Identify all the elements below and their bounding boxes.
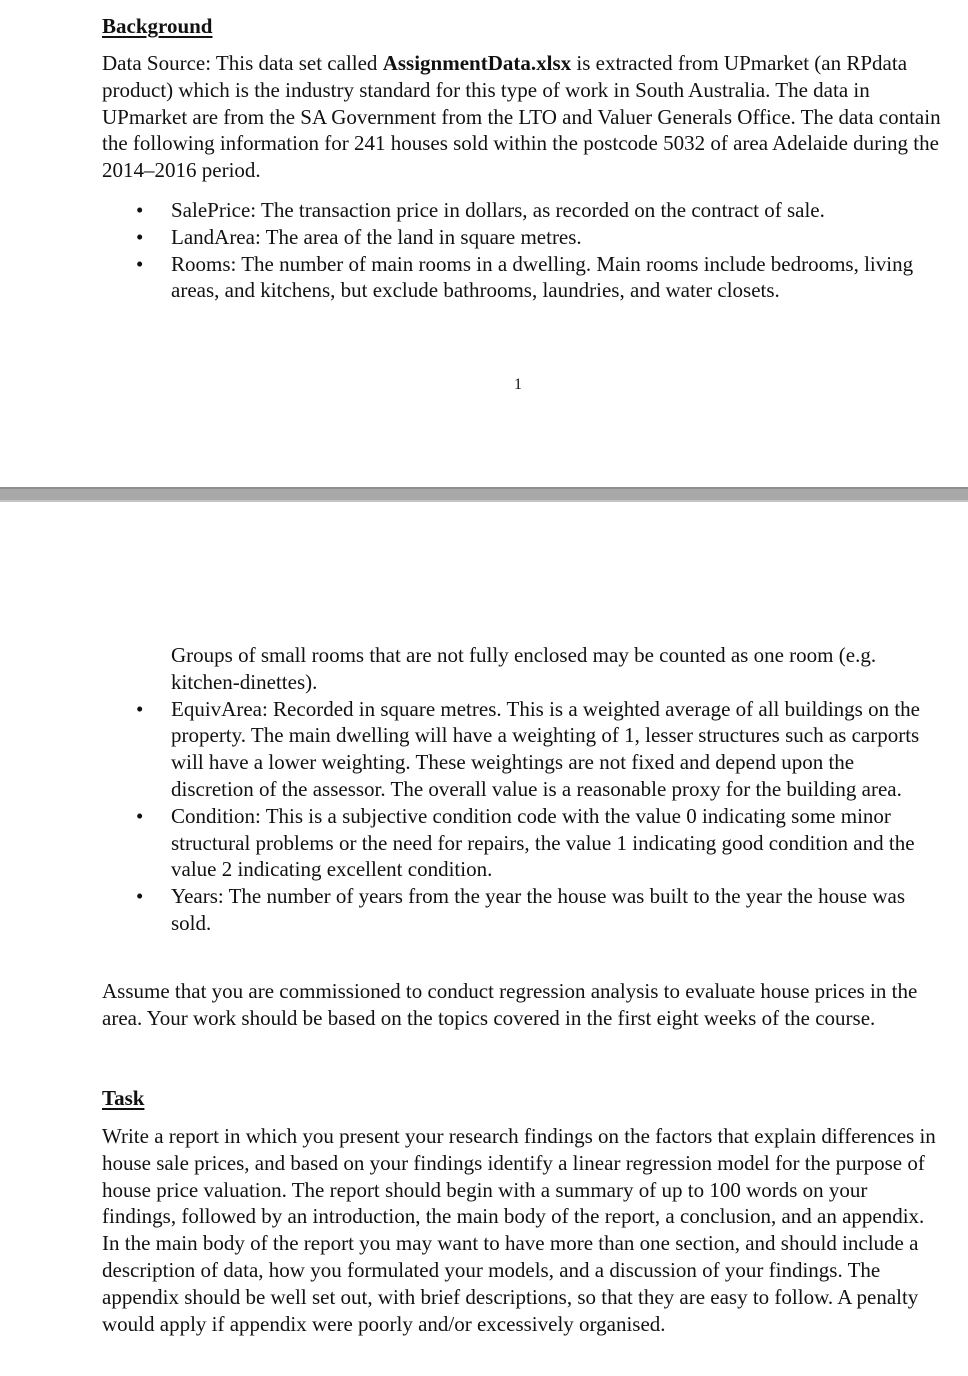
data-source-text-start: Data Source: This data set called [102,51,383,75]
bullet-saleprice: • SalePrice: The transaction price in dollars, as recorded on the contract of sale. [0,197,941,224]
variable-list-page-1 [0,197,968,304]
bullet-landarea: • LandArea: The area of the land in square metres. [0,224,941,251]
bullet-condition: • Condition: This is a subjective condition code with the value 0 indicating some minor structural problems or the need for repairs, the value 1 indicating good condition and the value 2 indicating excellent condition. [0,803,941,883]
bullet-rooms: • Rooms: The number of main rooms in a dwelling. Main rooms include bedrooms, living areas, and kitchens, but exclude bathrooms, laundries, and water closets. [0,251,941,305]
task-paragraph: Write a report in which you present your research findings on the factors that explain differences in house sale prices, and based on your findings identify a linear regression model for the purpose of house price valuation. The report should begin with a summary of up to 100 words on your findings, followed by an introduction, the main body of the report, a conclusion, and an appendix. In the main body of the report you may want to have more than one section, and should include a description of data, how you formulated your models, and a discussion of your findings. The appendix should be well set out, with brief descriptions, so that they are easy to follow. A penalty would apply if appendix were poorly and/or excessively organised. [102,1124,936,1336]
page-break-separator [0,487,968,502]
page-number: 1 [514,376,522,393]
task-heading: Task [102,1086,145,1110]
document-page-1 [0,0,968,487]
bullet-equivarea: • EquivArea: Recorded in square metres. This is a weighted average of all buildings on the property. The main dwelling will have a weighting of 1, lesser structures such as carports will have a lower weighting. These weightings are not fixed and depend upon the discretion of the assessor. The overall value is a reasonable proxy for the building area. [0,696,941,803]
background-heading: Background [102,14,213,38]
data-source-text-end: is extracted from UPmarket (an RPdata product) which is the industry standard for this type of work in South Australia. The data in UPmarket are from the SA Government from the LTO and Valuer Generals Office. The data contain the following information for 241 houses sold within the postcode 5032 of area Adelaide during the 2014–2016 period. [102,51,941,183]
data-source-paragraph [102,50,942,184]
variable-list-page-2 [0,642,968,937]
dataset-filename: AssignmentData.xlsx [382,51,572,75]
rooms-continued-text: Groups of small rooms that are not fully enclosed may be counted as one room (e.g. kitchen-dinettes). [171,643,877,694]
assumption-paragraph: Assume that you are commissioned to conduct regression analysis to evaluate house prices in the area. Your work should be based on the topics covered in the first eight weeks of the course. [102,979,918,1030]
bullet-years: • Years: The number of years from the year the house was built to the year the house was sold. [0,883,941,937]
document-page-2 [0,502,968,1376]
